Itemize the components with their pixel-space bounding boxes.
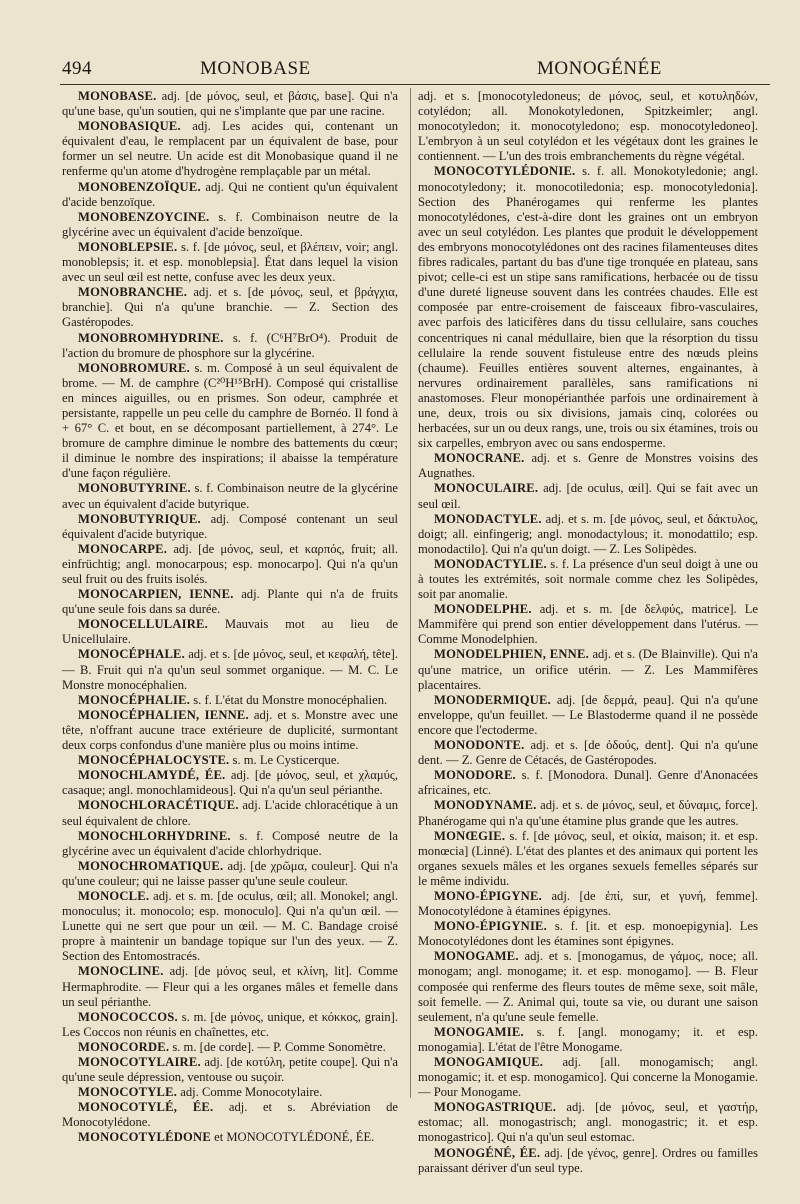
entry-headword: MONOCOCCOS. — [78, 1009, 178, 1024]
entry-headword: MONODORE. — [434, 768, 516, 783]
dictionary-entry — [418, 451, 758, 481]
entry-headword: MONOCHLORACÉTIQUE. — [78, 798, 239, 813]
dictionary-entry — [418, 647, 758, 692]
entry-headword: MONOCELLULAIRE. — [78, 617, 209, 632]
entry-definition: s. f. [de μόνος, seul, et βλέπειν, voir; angl. monoblepsis; it. et esp. monoblepsia]. État dans lequel la vision avec un seul œil est nette, confuse avec les deux yeux. — [62, 239, 399, 285]
entry-headword: MONOCORDE. — [78, 1039, 170, 1054]
entry-headword: MONOBUTYRINE. — [78, 481, 191, 496]
entry-headword: MONOBRANCHE. — [78, 285, 188, 300]
dictionary-entry — [418, 89, 758, 164]
dictionary-entry — [62, 647, 398, 692]
entry-headword: MONOCOTYLE. — [78, 1085, 178, 1100]
entry-definition: adj. [de oculus, œil]. Qui se fait avec un seul œil. — [418, 481, 759, 511]
right-running-head: MONOGÉNÉE — [537, 58, 662, 79]
entry-headword: MONOGASTRIQUE. — [434, 1100, 557, 1115]
entry-definition: adj. [de δερμά, peau]. Qui n'a qu'une enveloppe, qu'un feuillet. — Le Blastoderme quand il ne possède encore que l'ectoderme. — [418, 692, 759, 737]
entry-headword: MONOGAMIE. — [434, 1024, 524, 1039]
dictionary-entry — [418, 798, 758, 828]
dictionary-entry — [62, 481, 398, 511]
dictionary-entry — [62, 240, 398, 285]
entry-headword: MONOBROMURE. — [78, 360, 190, 375]
dictionary-entry — [62, 1100, 398, 1130]
dictionary-entry — [418, 949, 758, 1024]
dictionary-entry — [418, 768, 758, 798]
entry-headword: MONOCOTYLÉDONIE. — [434, 164, 576, 179]
dictionary-entry — [62, 708, 398, 753]
dictionary-entry — [418, 1146, 758, 1176]
entry-headword: MONO-ÉPIGYNIE. — [434, 919, 547, 934]
dictionary-entry — [62, 1085, 398, 1100]
dictionary-entry — [62, 753, 398, 768]
entry-definition: adj. Composé contenant un seul équivalent d'acide butyrique. — [62, 511, 398, 541]
dictionary-entry — [62, 859, 398, 889]
entry-headword: MONODONTE. — [434, 738, 525, 753]
entry-definition: adj. Les acides qui, contenant un équivalent d'eau, le remplacent par un équivalent de base, pour former un sel neutre. Un acide est dit Monobasique quand il ne renferme qu'un atome d'hydrogène remplaçable par un métal. — [62, 119, 398, 179]
entry-headword: MONOBLEPSIE. — [78, 239, 178, 254]
entry-definition: adj. [de μόνος seul, et κλίνη, lit]. Comme Hermaphrodite. — Fleur qui a les organes mâles et femelle dans un seul périanthe. — [62, 964, 398, 1009]
entry-headword: MONOBASE. — [78, 89, 157, 103]
entry-headword: MONOCRANE. — [434, 451, 525, 466]
entry-headword: MONOCARPE. — [78, 541, 168, 556]
entry-headword: MONOCULAIRE. — [434, 481, 539, 496]
entry-headword: MONOBROMHYDRINE. — [78, 330, 224, 345]
entry-headword: MONODERMIQUE. — [434, 692, 551, 707]
entry-definition: adj. Comme Monocotylaire. — [180, 1085, 323, 1100]
dictionary-entry — [62, 512, 398, 542]
dictionary-entry — [62, 119, 398, 179]
entry-definition: adj. et s. m. [de δελφύς, matrice]. Le Mammifère qui prend son entier développement dans l'utérus. — Comme Monodelphien. — [418, 602, 758, 647]
entry-headword: MONOCÉPHALIEN, IENNE. — [78, 707, 249, 722]
entry-definition: et MONOCOTYLÉDONÉ, ÉE. — [214, 1130, 375, 1145]
entry-definition: adj. Qui ne contient qu'un équivalent d'acide benzoïque. — [62, 179, 399, 209]
dictionary-entry — [62, 542, 398, 587]
entry-definition: s. f. (C⁶H⁷BrO⁴). Produit de l'action du bromure de phosphore sur la glycérine. — [62, 330, 398, 360]
dictionary-entry — [62, 768, 398, 798]
entry-definition: adj. [de μόνος, seul, et χλαμύς, casaque; angl. monochlamideous]. Qui n'a qu'un seul périanthe. — [62, 768, 398, 798]
dictionary-entry — [418, 164, 758, 451]
entry-definition: adj. et s. [de μόνος, seul, et κεφαλή, tête]. — B. Fruit qui n'a qu'un seul sommet organique. — M. C. Le Monstre monocéphalien. — [62, 647, 398, 692]
dictionary-entry — [62, 587, 398, 617]
page-number: 494 — [62, 58, 92, 79]
dictionary-entry — [62, 964, 398, 1009]
entry-definition: s. f. Composé neutre de la glycérine avec un équivalent d'acide chlorhydrique. — [62, 828, 398, 858]
column-divider — [410, 88, 411, 1098]
entry-headword: MONOCHLAMYDÉ, ÉE. — [78, 768, 226, 783]
entry-headword: MONODACTYLIE. — [434, 556, 547, 571]
entry-headword: MONOCOTYLÉ, ÉE. — [78, 1100, 214, 1115]
dictionary-entry — [62, 1130, 398, 1145]
entry-headword: MONOBASIQUE. — [78, 119, 181, 134]
entry-headword: MONŒGIE. — [434, 828, 506, 843]
entry-definition: adj. et s. m. [de oculus, œil; all. Monokel; angl. monoculus; it. monocolo; esp. monoculo]. Qui n'a qu'un œil. — Lunette qui ne sert que pour un œil. — M. C. Bandage croisé propre à maintenir un bandage topique sur l'un des yeux. — Z. Section des Entomostracés. — [62, 888, 398, 964]
dictionary-entry — [62, 798, 398, 828]
entry-definition: s. f. Combinaison neutre de la glycérine avec un équivalent d'acide benzoïque. — [62, 209, 398, 239]
entry-headword: MONOBENZOÏQUE. — [78, 179, 201, 194]
entry-definition: s. f. [Monodora. Dunal]. Genre d'Anonacées africaines, etc. — [418, 768, 758, 798]
left-running-head: MONOBASE — [200, 58, 311, 79]
entry-definition: adj. [de μόνος, seul, et γαστήρ, estomac; all. monogastrisch; angl. monogastric; it. et esp. monogastrico]. Qui n'a qu'un seul estomac. — [418, 1100, 758, 1145]
entry-headword: MONOCOTYLAIRE. — [78, 1055, 201, 1069]
dictionary-entry — [418, 693, 758, 738]
entry-definition: Mauvais mot au lieu de Unicellulaire. — [62, 617, 398, 647]
dictionary-entry — [418, 919, 758, 949]
entry-headword: MONODELPHIEN, ENNE. — [434, 647, 589, 662]
entry-headword: MONOCÉPHALOCYSTE. — [78, 753, 230, 768]
dictionary-entry — [62, 210, 398, 240]
entry-definition: adj. [de γένος, genre]. Ordres ou familles paraissant dériver d'un seul type. — [418, 1145, 758, 1175]
header-rule — [60, 84, 770, 85]
entry-definition: adj. et s. [de μόνος, seul, et βράγχια, branchie]. Qui n'a qu'une branchie. — Z. Section des Gastéropodes. — [62, 285, 398, 330]
dictionary-entry — [62, 1055, 398, 1085]
entry-headword: MONOCARPIEN, IENNE. — [78, 587, 234, 602]
entry-headword: MONOCLE. — [78, 888, 150, 903]
dictionary-entry — [418, 481, 758, 511]
dictionary-entry — [418, 1055, 758, 1100]
entry-definition: adj. et s. [monogamus, de γάμος, noce; all. monogam; angl. monogame; it. et esp. monogamo]. — B. Fleur composée qui renferme des fleurs toutes de même sexe, soit mâle, soit femelle. — Z. Animal qui, toute sa vie, ou durant une saison seulement, n'a qu'une seule femelle. — [418, 949, 758, 1024]
dictionary-entry — [62, 180, 398, 210]
entry-definition: adj. [de χρῶμα, couleur]. Qui n'a qu'une couleur; qui ne laisse passer qu'une seule couleur. — [62, 858, 398, 888]
entry-headword: MONO-ÉPIGYNE. — [434, 888, 542, 903]
entry-definition: adj. [de κοτύλη, petite coupe]. Qui n'a qu'une seule dépression, ventouse ou suçoir. — [62, 1055, 398, 1085]
entry-definition: adj. et s. Monstre avec une tête, n'offrant aucune trace extérieure de duplicité, surmontant deux corps confondus d'une manière plus ou moins intime. — [62, 707, 399, 753]
entry-headword: MONOBENZOYCINE. — [78, 209, 210, 224]
running-header — [0, 54, 800, 84]
entry-definition: s. m. Composé à un seul équivalent de brome. — M. de camphre (C²⁰H¹⁵BrH). Composé qui cristallise en minces aiguilles, ou en prismes. Son odeur, camphrée et persistante, rappelle un peu celle du camphre de Bornéo. Il fond à + 67° C. et bout, en se décomposant partiellement, à 274°. Le bromure de camphre diminue le nombre des battements du cœur; il diminue le nombre des inspirations; il abaisse la température d'une façon régulière. — [62, 360, 398, 481]
entry-definition: s. m. [de μόνος, unique, et κόκκος, grain]. Les Coccos non réunis en chaînettes, etc. — [62, 1009, 398, 1039]
dictionary-entry — [62, 617, 398, 647]
entry-definition: adj. et s. (De Blainville). Qui n'a qu'une matrice, un orifice utérin. — Z. Les Mammifères placentaires. — [418, 647, 758, 692]
entry-headword: MONOBUTYRIQUE. — [78, 511, 201, 526]
entry-definition: adj. Plante qui n'a de fruits qu'une seule fois dans sa durée. — [62, 587, 398, 617]
entry-definition: s. f. [angl. monogamy; it. et esp. monogamia]. L'état de l'être Monogame. — [418, 1024, 758, 1054]
dictionary-entry — [418, 889, 758, 919]
entry-definition: s. m. Le Cysticerque. — [232, 753, 340, 768]
entry-definition: s. f. La présence d'un seul doigt à une ou à toutes les extrémités, soit normale comme chez les Solipèdes, soit par anomalie. — [418, 556, 758, 602]
dictionary-entry — [62, 331, 398, 361]
dictionary-entry — [62, 829, 398, 859]
entry-definition: s. f. [de μόνος, seul, et οἰκία, maison; it. et esp. monœcia] (Linné). L'état des plantes et des animaux qui portent les organes sexuels mâles et les organes sexuels femelles séparés sur le même individu. — [418, 828, 758, 888]
dictionary-entry — [418, 602, 758, 647]
entry-definition: adj. [de μόνος, seul, et βάσις, base]. Qui n'a qu'une base, qu'un soutien, qui ne s'implante que par une racine. — [62, 89, 398, 119]
entry-definition: s. f. L'état du Monstre monocéphalien. — [193, 692, 388, 707]
entry-headword: MONODYNAME. — [434, 798, 537, 813]
dictionary-entry — [62, 693, 398, 708]
entry-definition: adj. et s. Genre de Monstres voisins des Augnathes. — [418, 451, 758, 481]
entry-headword: MONODACTYLE. — [434, 511, 542, 526]
entry-definition: adj. L'acide chloracétique à un seul équivalent de chlore. — [62, 798, 398, 828]
entry-definition: adj. et s. de μόνος, seul, et δύναμις, force]. Phanérogame qui n'a qu'une étamine plus grande que les autres. — [418, 798, 758, 828]
dictionary-entry — [62, 361, 398, 482]
entry-headword: MONOCHROMATIQUE. — [78, 858, 224, 873]
entry-definition: adj. et s. [de ὀδούς, dent]. Qui n'a qu'une dent. — Z. Genre de Cétacés, de Gastéropodes. — [418, 738, 758, 768]
entry-definition: s. m. [de corde]. — P. Comme Sonomètre. — [172, 1039, 386, 1054]
entry-headword: MONOCÉPHALIE. — [78, 692, 191, 707]
entry-headword: MONOGÉNÉ, ÉE. — [434, 1145, 541, 1160]
dictionary-entry — [418, 1100, 758, 1145]
entry-headword: MONOCÉPHALE. — [78, 647, 185, 662]
dictionary-entry — [62, 89, 398, 119]
entry-definition: adj. et s. [monocotyledoneus; de μόνος, seul, et κοτυληδών, cotylédon; all. Monokotyledonen, Spitzkeimler; angl. monocotyledon; it. monocotyledono; esp. monocotyledoneo]. L'embryon à un seul cotylédon et les végétaux dont les graines le contiennent. — L'un des trois embranchements du règne végétal. — [418, 89, 758, 164]
entry-definition: s. f. [it. et esp. monoepigynia]. Les Monocotylédones dont les étamines sont épigynes. — [418, 919, 758, 949]
entry-definition: adj. et s. m. [de μόνος, seul, et δάκτυλος, doigt; all. einfingerig; angl. monodactylous; it. monodattilo; esp. monodactilo]. Qui n'a qu'un doigt. — Z. Les Solipèdes. — [418, 511, 759, 556]
entry-definition: s. f. Combinaison neutre de la glycérine avec un équivalent d'acide butyrique. — [62, 481, 398, 511]
dictionary-entry — [418, 1025, 758, 1055]
dictionary-entry — [62, 1040, 398, 1055]
entry-headword: MONOGAME. — [434, 949, 519, 964]
dictionary-entry — [62, 889, 398, 964]
entry-headword: MONOGAMIQUE. — [434, 1055, 544, 1069]
entry-definition: adj. [de μόνος, seul, et καρπός, fruit; all. einfrüchtig; angl. monocarpous; esp. monocarpo]. Qui n'a qu'un seul fruit ou des fruits isolés. — [62, 541, 398, 586]
dictionary-entry — [62, 1010, 398, 1040]
entry-headword: MONOCOTYLÉDONE — [78, 1130, 211, 1145]
dictionary-entry — [418, 557, 758, 602]
entry-definition: adj. [all. monogamisch; angl. monogamic; it. et esp. monogamico]. Qui concerne la Monogamie. — Pour Monogame. — [418, 1055, 758, 1100]
entry-headword: MONOCHLORHYDRINE. — [78, 828, 231, 843]
dictionary-entry — [62, 285, 398, 330]
entry-definition: adj. et s. Abréviation de Monocotylédone. — [62, 1100, 398, 1130]
entry-definition: adj. [de ἐπί, sur, et γυνή, femme]. Monocotylédone à étamines épigynes. — [418, 888, 758, 919]
left-column — [62, 89, 398, 1146]
dictionary-entry — [418, 829, 758, 889]
entry-headword: MONOCLINE. — [78, 964, 164, 979]
right-column — [418, 89, 758, 1176]
entry-definition: s. f. all. Monokotyledonie; angl. monocotyledony; it. monocotiledonia; esp. monocotyledonia]. Section des Phanérogames qui renferme les plantes monocotylédones, c'est-à-dire dont les graines ont un embryon avec un seul cotylédon. Les plantes que produit le développement des embryons monocotylédones ont des racines filamenteuses dites fibres radicales, partant du bas d'une tige tronquée en plateau, sans pivot; celle-ci est un stipe sans ramifications, herbacée ou de tissu d'une dureté ligneuse souvent dans les contrées chaudes. Elle est composée par entre-croisement de faisceaux fibro-vasculaires, avec parfois des laticifères dans du tissu cellulaire, sans couches concentriques ni canal médullaire, bien que la résorption du tissu cellulaire la rende souvent fistuleuse entre des nœuds pleins (chaume). Feuilles entières souvent alternes, engainantes, à nervures ordinairement parallèles, sans ramifications ni anastomoses. Fleur monopérianthée parfois une ordinairement à une, deux, trois ou six divisions, jamais cinq, colorées ou herbacées, sur un ou deux rangs, une, trois ou six étamines, trois ou six carpelles, embryon avec ou sans endosperme. — [418, 164, 758, 451]
entry-headword: MONODELPHE. — [434, 602, 532, 617]
dictionary-entry — [418, 738, 758, 768]
dictionary-entry — [418, 512, 758, 557]
